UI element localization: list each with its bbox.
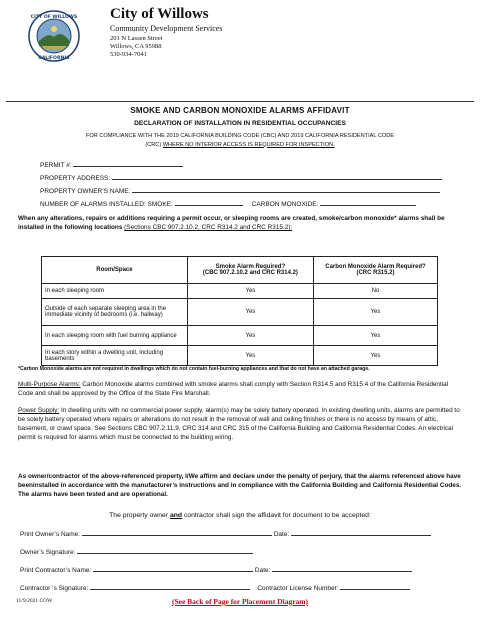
table-cell-smoke: Yes <box>187 284 313 299</box>
table-cell-co: Yes <box>313 326 437 346</box>
owner-name-field[interactable] <box>40 186 440 195</box>
city-seal-logo <box>28 10 80 62</box>
co-count-label: CARBON MONOXIDE: <box>251 201 319 208</box>
table-cell-smoke: Yes <box>187 299 313 326</box>
power-supply-label: Power Supply: <box>18 407 60 414</box>
contractor-signature-field[interactable] <box>20 583 410 592</box>
multi-purpose-text: Carbon Monoxide alarms combined with smoke alarms shall comply with Section R314.5 and R315.4 of the California Residential Code and shall be approved by the Office of the State Fire Marshall. <box>18 381 449 397</box>
permit-label: PERMIT #: <box>40 162 72 169</box>
table-header-row <box>42 257 438 284</box>
property-address-field[interactable] <box>40 173 442 182</box>
table-row <box>42 284 438 299</box>
alarm-count-field[interactable] <box>40 199 416 208</box>
table-cell-room: In each sleeping room with fuel burning appliance <box>42 326 188 346</box>
table-row <box>42 299 438 326</box>
print-contractor-label: Print Contractor’s Name: <box>20 567 92 574</box>
table-cell-co: No <box>313 284 437 299</box>
header-room-space <box>42 257 188 284</box>
table-row <box>42 346 438 366</box>
document-subtitle: DECLARATION OF INSTALLATION IN RESIDENTIAL OCCUPANCIES <box>134 120 346 127</box>
header-divider <box>6 101 474 102</box>
svg-text:CALIFORNIA: CALIFORNIA <box>38 56 70 61</box>
power-supply-paragraph <box>18 406 462 442</box>
table-cell-co: Yes <box>313 346 437 366</box>
table-row <box>42 326 438 346</box>
property-address-input-line[interactable] <box>112 173 442 180</box>
power-supply-text: In dwelling units with no commercial power supply, alarm(s) may be solely battery operated. In existing dwelling units, alarms are permitted to be solely battery operated where repairs or alterations do not result in the removal of wall and ceiling finishes or there is no access by means of attic, basement, or crawl space. See Sections CBC 907.2.11.9, CRC 314 and CRC 315 of the California Building and California Residential Codes. An electrical permit is required for alarms which must be connected to the building wiring. <box>18 407 460 441</box>
print-contractor-input-line[interactable] <box>93 565 253 572</box>
owner-name-input-line[interactable] <box>132 186 440 193</box>
intro-code-reference: (Sections CBC 907.2.10.2, CRC R314.2 and CRC R315.2): <box>124 224 293 231</box>
owner-name-label: PROPERTY OWNER’S NAME: <box>40 188 131 195</box>
signature-instruction-c: contractor shall sign the affidavit for document to be accepted: <box>182 512 371 519</box>
header-smoke-alarm <box>187 257 313 284</box>
header-co-alarm-text: Carbon Monoxide Alarm Required? (CRC R315.2) <box>325 264 426 276</box>
owner-date-label: Date: <box>273 531 290 538</box>
signature-instruction-a: The property owner <box>109 512 170 519</box>
contractor-date-input-line[interactable] <box>272 565 412 572</box>
contractor-date-label: Date: <box>254 567 271 574</box>
phone-number: 530-934-7041 <box>110 51 147 58</box>
table-cell-room: Outside of each separate sleeping area in the immediate vicinity of bedrooms (i.e. hallway) <box>42 299 188 326</box>
owner-date-input-line[interactable] <box>291 529 431 536</box>
property-address-label: PROPERTY ADDRESS: <box>40 175 111 182</box>
header-smoke-alarm-text: Smoke Alarm Required? (CBC 907.2.10.2 and CRC R314.2) <box>202 264 298 276</box>
contractor-signature-input-line[interactable] <box>90 583 250 590</box>
alarm-requirements-table <box>41 256 438 366</box>
affirmation-paragraph: As owner/contractor of the above-referenced property, I/We affirm and declare under the penalty of perjury, that the alarms referenced above have beeninstalled in accordance with the manufacturer’s instructions and in compliance with the California Building and California Residential Codes. The alarms have been tested and are operational. <box>18 473 462 498</box>
revision-date: 11/9/2021 COW <box>16 598 53 604</box>
signature-instruction <box>0 512 480 519</box>
compliance-statement <box>0 132 480 149</box>
placement-diagram-link[interactable]: (See Back of Page for Placement Diagram) <box>171 597 309 606</box>
multi-purpose-label: Multi-Purpose Alarms: <box>18 381 81 388</box>
compliance-prefix: (CRC) <box>145 141 163 148</box>
owner-signature-field[interactable] <box>20 547 253 556</box>
print-contractor-name-field[interactable] <box>20 565 412 574</box>
permit-input-line[interactable] <box>73 160 183 167</box>
table-cell-room: In each story within a dwelling unit, including basements <box>42 346 188 366</box>
owner-signature-input-line[interactable] <box>77 547 253 554</box>
print-owner-name-field[interactable] <box>20 529 431 538</box>
no-interior-access-text: WHERE NO INTERIOR ACCESS IS REQUIRED FOR INSPECTION. <box>162 141 335 148</box>
co-footnote: *Carbon Monoxide alarms are not required in dwellings which do not contain fuel-burning appliances and that do not have an attached garage. <box>18 366 370 372</box>
svg-text:CITY OF WILLOWS: CITY OF WILLOWS <box>30 15 78 20</box>
table-cell-smoke: Yes <box>187 346 313 366</box>
print-owner-label: Print Owner’s Name: <box>20 531 81 538</box>
address-line-1: 201 N Lassen Street <box>110 35 163 42</box>
header-room-space-text: Room/Space <box>96 267 133 273</box>
permit-field[interactable] <box>40 160 183 169</box>
intro-paragraph <box>18 214 462 232</box>
license-number-input-line[interactable] <box>340 583 410 590</box>
city-name: City of Willows <box>110 6 209 22</box>
table-cell-co: Yes <box>313 299 437 326</box>
department-name: Community Development Services <box>110 24 223 33</box>
address-block <box>110 35 163 59</box>
co-count-input-line[interactable] <box>320 199 416 206</box>
header-co-alarm <box>313 257 437 284</box>
license-number-label: Contractor License Number: <box>257 585 339 592</box>
document-title: SMOKE AND CARBON MONOXIDE ALARMS AFFIDAVIT <box>130 106 350 115</box>
table-cell-room: In each sleeping room <box>42 284 188 299</box>
signature-instruction-and: and <box>169 512 183 519</box>
compliance-line-1: FOR COMPLIANCE WITH THE 2019 CALIFORNIA BUILDING CODE (CBC) AND 2019 CALIFORNIA RESIDENTIAL CODE <box>85 133 395 139</box>
address-line-2: Willows, CA 95988 <box>110 43 162 50</box>
intro-bold-text: When any alterations, repairs or additions requiring a permit occur, or sleeping rooms are created, smoke/carbon monoxide* alarms shall be installed in the following locations <box>18 215 445 231</box>
multi-purpose-paragraph <box>18 380 462 398</box>
smoke-count-input-line[interactable] <box>175 199 243 206</box>
contractor-signature-label: Contractor ‘s Signature: <box>20 585 89 592</box>
compliance-line-2 <box>0 141 480 150</box>
print-owner-input-line[interactable] <box>82 529 272 536</box>
owner-signature-label: Owner’s Signature: <box>20 549 76 556</box>
smoke-count-label: NUMBER OF ALARMS INSTALLED: SMOKE: <box>40 201 173 208</box>
table-cell-smoke: Yes <box>187 326 313 346</box>
